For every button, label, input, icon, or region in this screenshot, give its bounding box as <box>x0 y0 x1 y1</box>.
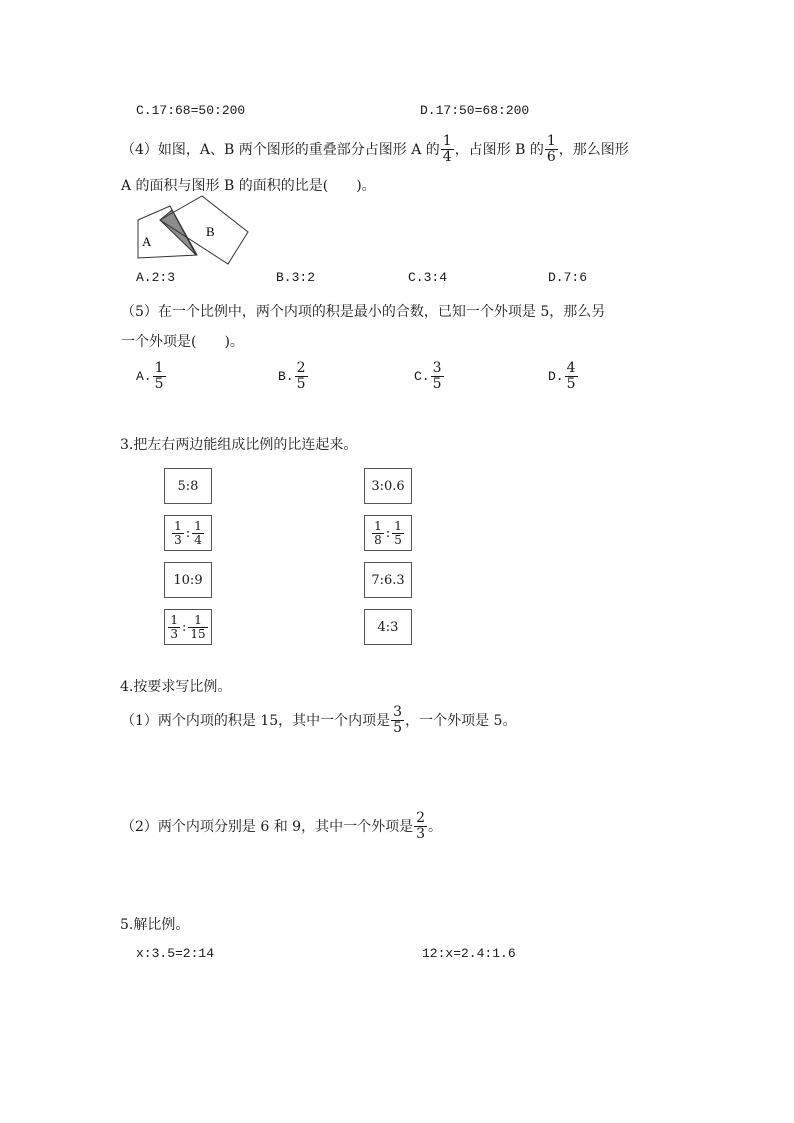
part-text: （2）两个内项分别是 6 和 9，其中一个外项是 <box>121 819 414 835</box>
fraction <box>392 520 404 546</box>
ratio-text: 10:9 <box>173 572 203 588</box>
q5-option-d <box>548 356 579 396</box>
frac-num: 1 <box>394 518 402 533</box>
q4-text2: ，占图形 B 的 <box>454 142 544 158</box>
section-5-title: 5.解比例。 <box>120 917 190 933</box>
frac-den: 15 <box>190 626 206 641</box>
label-b: B <box>206 224 215 239</box>
colon: : <box>181 619 187 635</box>
frac-num: 1 <box>170 612 178 627</box>
section-4-part-2 <box>121 806 442 846</box>
frac-den: 4 <box>194 532 202 547</box>
left-box-1 <box>164 468 212 504</box>
left-box-2 <box>164 515 212 551</box>
part-text: 。 <box>428 819 442 835</box>
ratio-text: 4:3 <box>377 619 399 635</box>
frac-num: 2 <box>416 809 425 826</box>
left-box-4 <box>164 609 212 645</box>
question-4-line2: A 的面积与图形 B 的面积的比是( )。 <box>121 178 376 194</box>
frac-den: 5 <box>296 375 306 392</box>
overlap-figure <box>130 192 255 267</box>
q4-text3: ，那么图形 <box>558 142 629 158</box>
fraction <box>172 520 184 546</box>
option-label: B. <box>278 368 294 384</box>
frac-den: 6 <box>546 148 556 165</box>
label-a: A <box>142 234 152 249</box>
option-label: D. <box>548 368 564 384</box>
right-box-1 <box>364 468 412 504</box>
frac-den: 3 <box>174 532 182 547</box>
q4-option-a: A.2:3 <box>136 270 176 285</box>
option-label: A. <box>136 368 152 384</box>
option-c: C.17:68=50:200 <box>136 103 246 118</box>
fraction-one-sixth <box>545 134 558 164</box>
frac-den: 3 <box>170 626 178 641</box>
fraction <box>168 614 180 640</box>
frac-den: 5 <box>393 719 403 736</box>
frac-num: 1 <box>442 132 452 149</box>
option-fraction <box>153 361 166 391</box>
frac-den: 5 <box>154 375 164 392</box>
fraction <box>372 520 384 546</box>
frac-num: 1 <box>188 614 207 628</box>
section-3-title: 3.把左右两边能组成比例的比连起来。 <box>120 437 358 453</box>
q4-option-c: C.3:4 <box>408 270 448 285</box>
frac-num: 3 <box>432 359 442 376</box>
equation-2: 12:x=2.4:1.6 <box>422 946 516 961</box>
right-box-4 <box>364 609 412 645</box>
ratio-text: 5:8 <box>177 478 199 494</box>
frac-num: 3 <box>393 703 403 720</box>
fraction <box>192 520 204 546</box>
q4-option-b: B.3:2 <box>276 270 316 285</box>
colon: : <box>385 525 391 541</box>
right-box-3 <box>364 562 412 598</box>
frac-den: 4 <box>442 148 452 165</box>
frac-num: 1 <box>546 132 556 149</box>
ratio-text: 7:6.3 <box>371 572 405 588</box>
frac-num: 1 <box>174 518 182 533</box>
question-5-line2: 一个外项是( )。 <box>121 334 244 350</box>
option-fraction <box>565 361 578 391</box>
option-d: D.17:50=68:200 <box>420 103 530 118</box>
section-4-title: 4.按要求写比例。 <box>120 679 232 695</box>
frac-num: 2 <box>296 359 306 376</box>
fraction-one-quarter <box>441 134 454 164</box>
left-box-3 <box>164 562 212 598</box>
ratio-text: 3:0.6 <box>371 478 405 494</box>
frac-den: 3 <box>416 825 425 842</box>
frac-num: 4 <box>566 359 576 376</box>
q4-option-d: D.7:6 <box>548 270 588 285</box>
q4-text1: （4）如图，A、B 两个图形的重叠部分占图形 A 的 <box>121 142 440 158</box>
frac-num: 1 <box>194 518 202 533</box>
part-text: ，一个外项是 5。 <box>405 713 517 729</box>
frac-den: 5 <box>566 375 576 392</box>
frac-den: 5 <box>394 532 402 547</box>
fraction <box>188 614 207 640</box>
q5-option-a <box>136 356 167 396</box>
q5-option-c <box>414 356 445 396</box>
frac-den: 8 <box>374 532 382 547</box>
right-box-2 <box>364 515 412 551</box>
frac-num: 1 <box>154 359 164 376</box>
frac-den: 5 <box>432 375 442 392</box>
section-4-part-1 <box>121 700 516 740</box>
fraction-two-thirds <box>414 811 427 841</box>
question-5-line1: （5）在一个比例中，两个内项的积是最小的合数，已知一个外项是 5，那么另 <box>121 304 606 320</box>
option-label: C. <box>414 368 430 384</box>
part-text: （1）两个内项的积是 15，其中一个内项是 <box>121 713 391 729</box>
q5-option-b <box>278 356 309 396</box>
frac-num: 1 <box>374 518 382 533</box>
option-fraction <box>295 361 308 391</box>
option-fraction <box>431 361 444 391</box>
colon: : <box>185 525 191 541</box>
equation-1: x:3.5=2:14 <box>136 946 215 961</box>
question-4-line1 <box>121 132 629 166</box>
fraction-three-fifths <box>391 705 404 735</box>
